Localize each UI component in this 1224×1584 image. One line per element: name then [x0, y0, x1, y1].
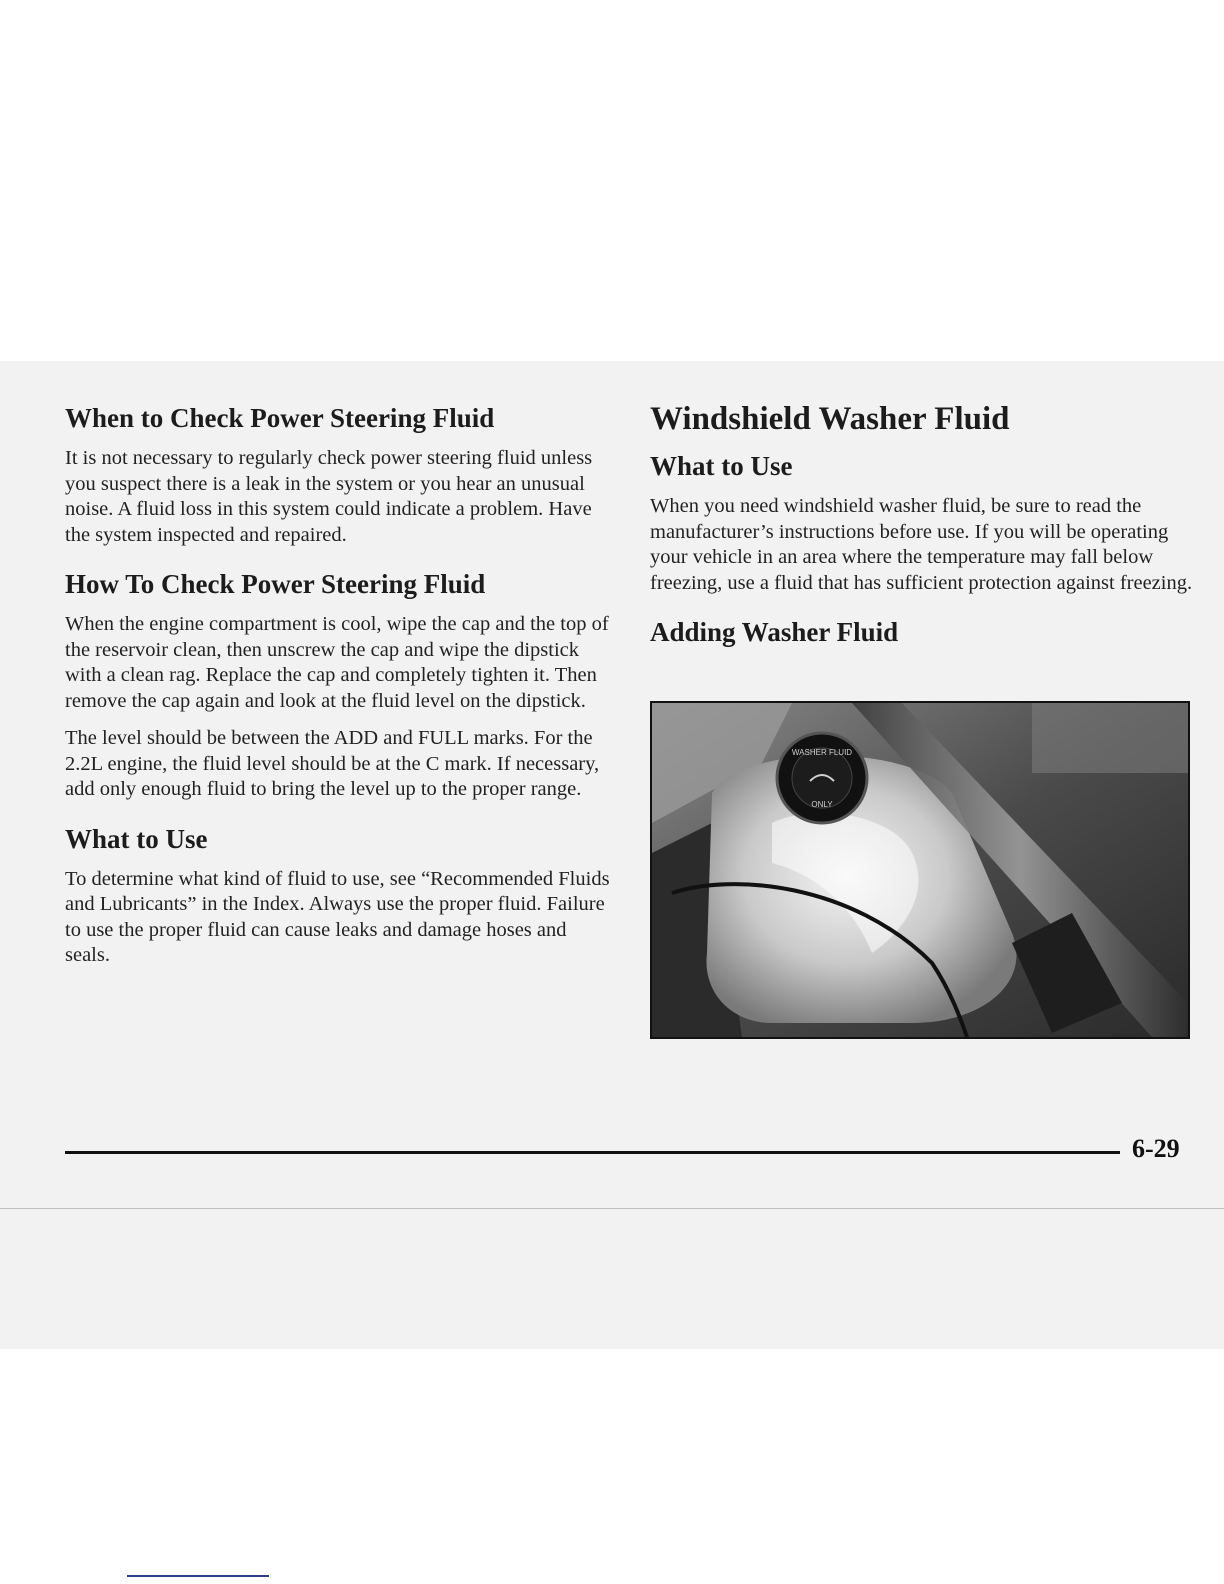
- heading-what-to-use-washer: What to Use: [650, 451, 793, 481]
- page-divider: [0, 1208, 1224, 1209]
- heading-adding-washer-fluid: Adding Washer Fluid: [650, 617, 899, 647]
- right-column: [650, 398, 1196, 650]
- reservoir-illustration: [652, 703, 1188, 1037]
- paragraph-what-to-use-steering: To determine what kind of fluid to use, see “Recommended Fluids and Lubricants” in the Index. Always use the proper fluid. Failure to use the proper fluid can cause leaks and damage hoses and seals.: [65, 867, 610, 966]
- heading-how-to-check: How To Check Power Steering Fluid: [65, 569, 486, 599]
- paragraph-what-to-use-washer: When you need windshield washer fluid, be sure to read the manufacturer’s instructions before use. If you will be operating your vehicle in an area where the temperature may fall below freezing, use a fluid that has sufficient protection against freezing.: [650, 495, 1193, 594]
- heading-what-to-use-steering: What to Use: [65, 823, 208, 854]
- paragraph-how-to-check-2: The level should be between the ADD and FULL marks. For the 2.2L engine, the fluid level should be at the C mark. If necessary, add only enough fluid to bring the level up to the proper range.: [65, 727, 600, 800]
- footer-rule: [65, 1151, 1120, 1154]
- bay-panel-top-right: [1032, 703, 1188, 773]
- paragraph-when-to-check: It is not necessary to regularly check power steering fluid unless you suspect there is a leak in the system or you hear an unusual noise. A fluid loss in this system could indicate a problem. Have the system inspected and repaired.: [65, 447, 593, 546]
- cap-inner-ring: [792, 748, 852, 808]
- heading-when-to-check: When to Check Power Steering Fluid: [65, 403, 495, 433]
- cap-text-top: WASHER FLUID: [791, 748, 853, 757]
- heading-windshield-washer-fluid: Windshield Washer Fluid: [650, 401, 1010, 437]
- left-column: [65, 400, 613, 969]
- page-number: 6-29: [1132, 1134, 1180, 1163]
- washer-reservoir-photo: [650, 701, 1190, 1039]
- footer-link-mark: [127, 1575, 269, 1577]
- cap-text-bottom: ONLY: [811, 800, 833, 809]
- paragraph-how-to-check-1: When the engine compartment is cool, wipe the cap and the top of the reservoir clean, then unscrew the cap and wipe the dipstick with a clean rag. Replace the cap and completely tighten it. Then remove the cap again and look at the fluid level on the dipstick.: [65, 613, 609, 712]
